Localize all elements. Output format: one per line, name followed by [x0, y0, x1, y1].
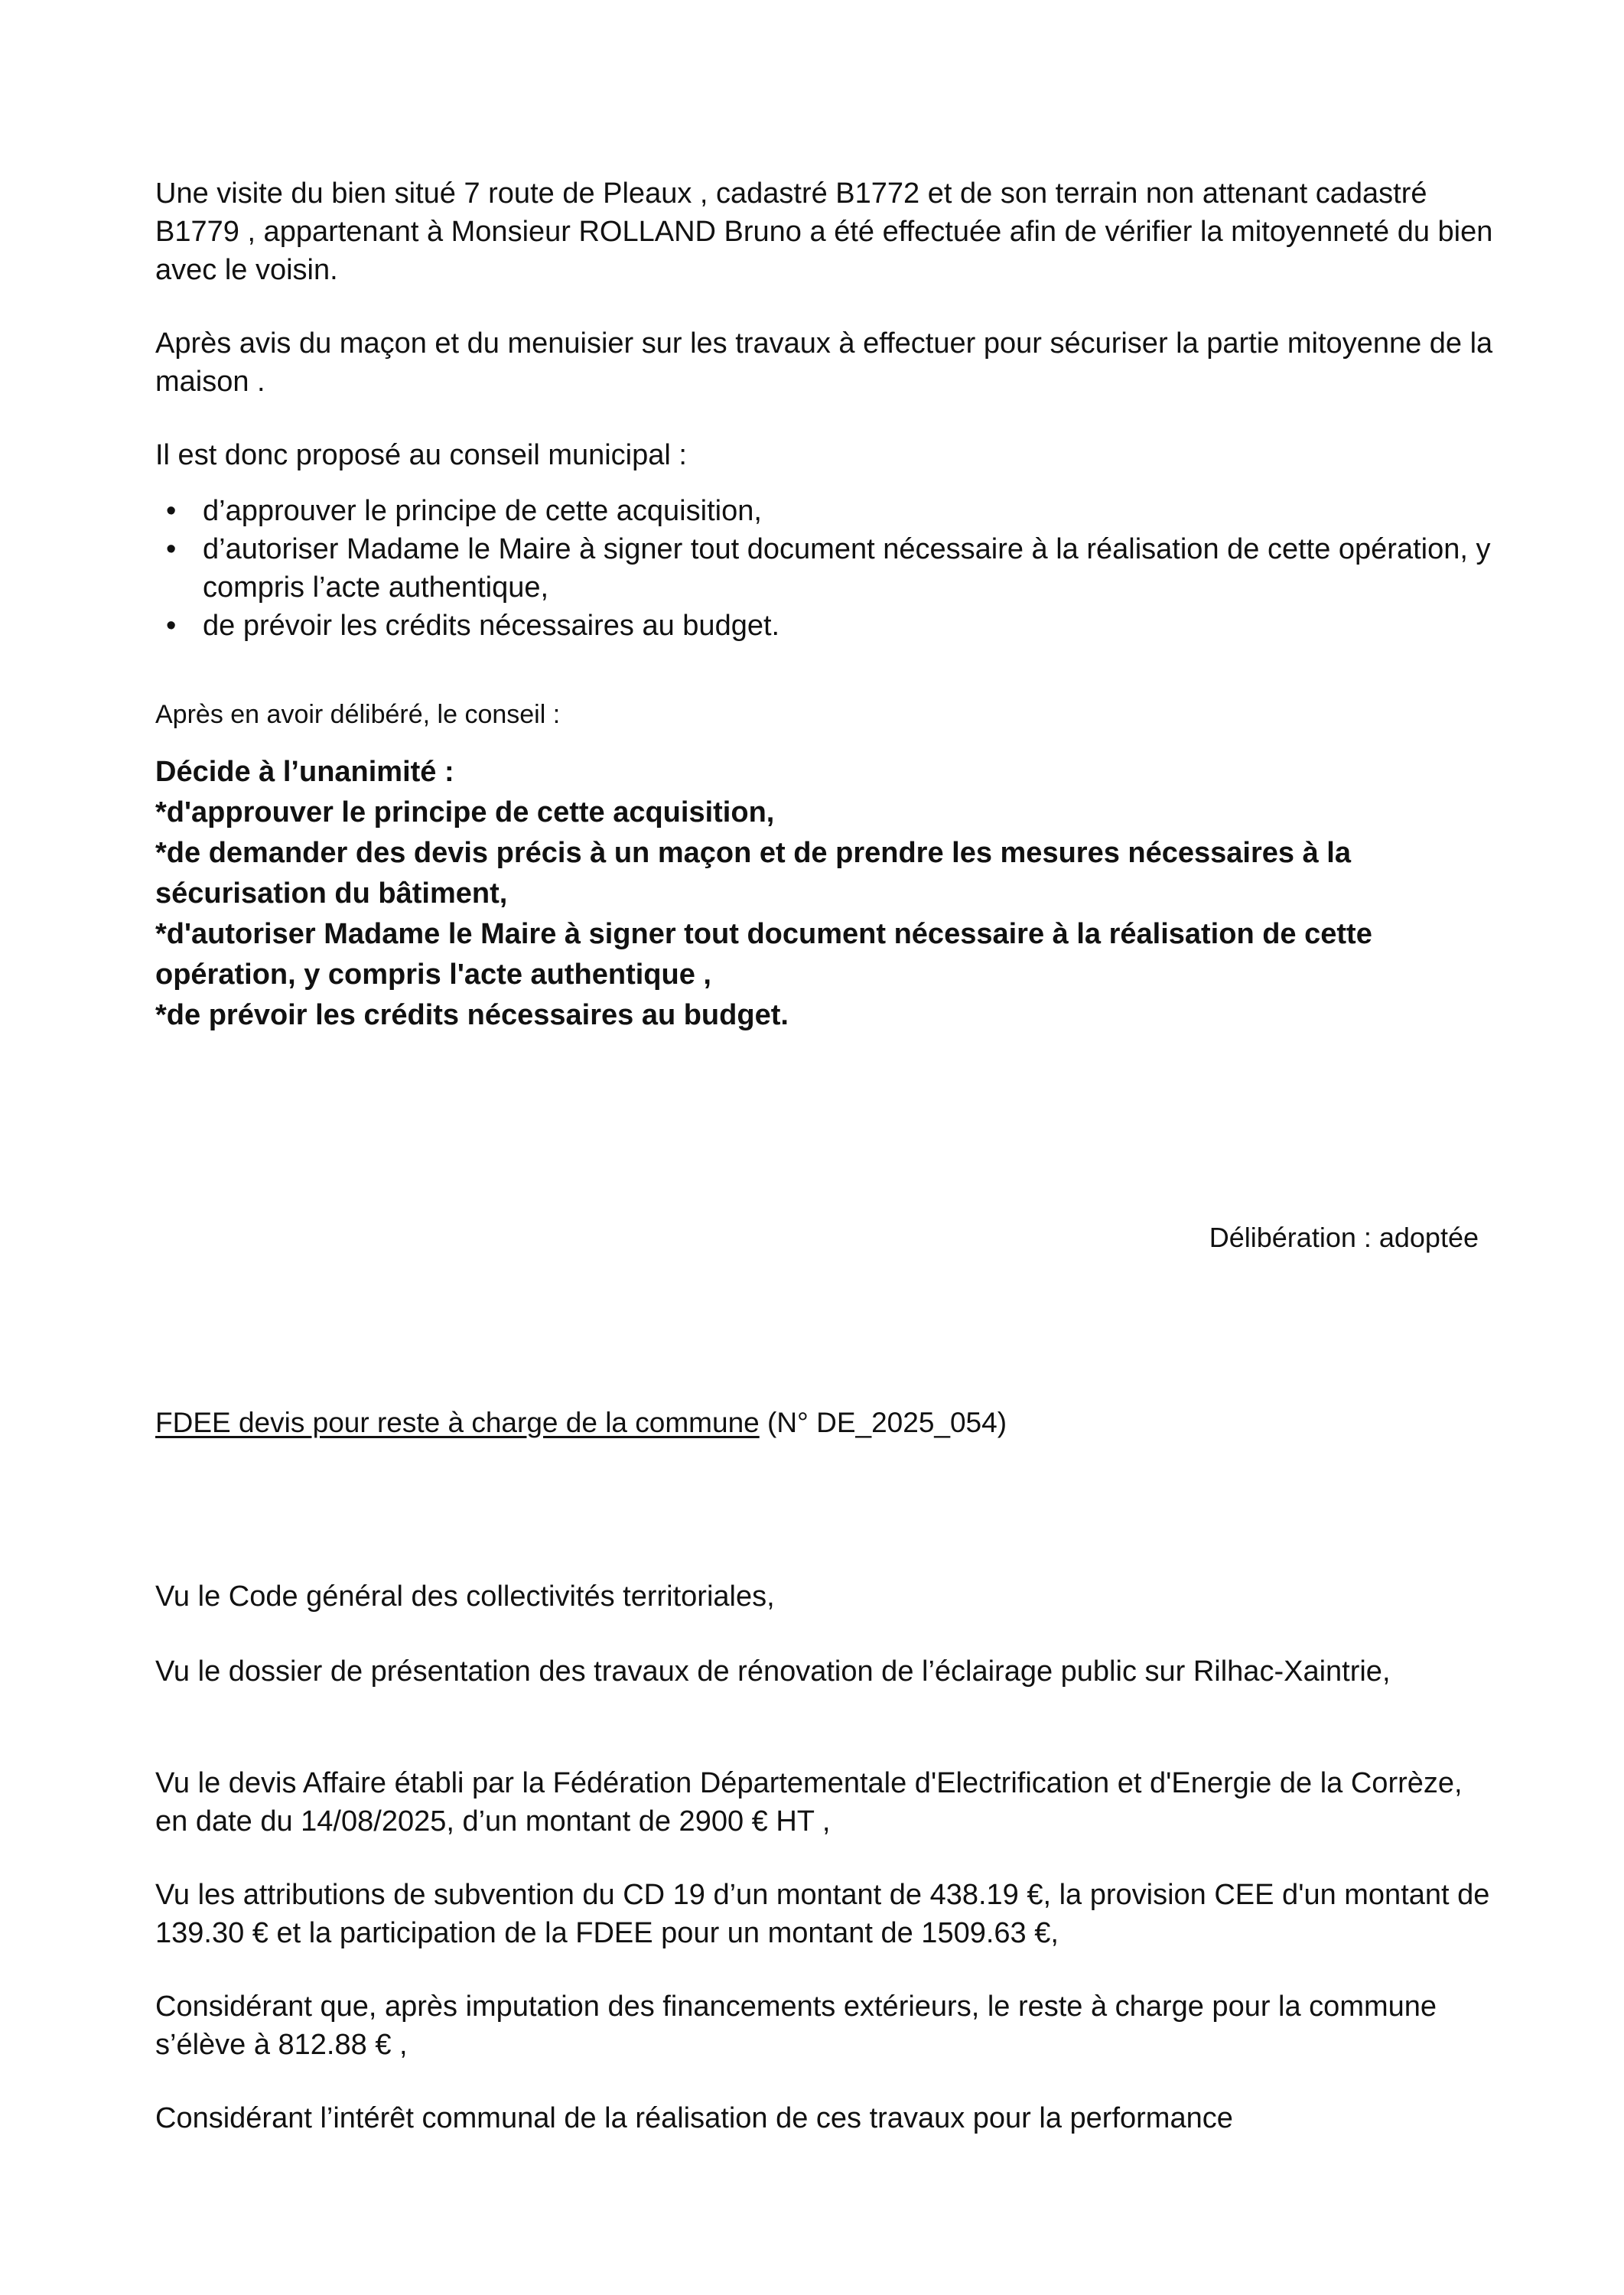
proposal-list: [155, 492, 1502, 645]
decision-item: *de demander des devis précis à un maçon et de prendre les mesures nécessaires à la sécurisation du bâtiment,: [155, 837, 1351, 910]
list-item: • d’approuver le principe de cette acquisition,: [155, 492, 1502, 530]
consideration-subventions: Vu les attributions de subvention du CD 19 d’un montant de 438.19 €, la provision CEE d'un montant de 139.30 € et la participation de la FDEE pour un montant de 1509.63 €,: [155, 1879, 1490, 1949]
decision-block: [155, 752, 1502, 1036]
deliberation-intro: Après en avoir délibéré, le conseil :: [155, 700, 561, 729]
consideration-reste-a-charge: Considérant que, après imputation des financements extérieurs, le reste à charge pour la commune s’élève à 812.88 € ,: [155, 1991, 1437, 2061]
agenda-item-heading: FDEE devis pour reste à charge de la commune: [155, 1407, 760, 1438]
list-item: • d’autoriser Madame le Maire à signer tout document nécessaire à la réalisation de cette opération, y compris l’acte authentique,: [155, 530, 1502, 607]
agenda-item-title: [155, 1405, 1007, 1441]
decision-heading: Décide à l’unanimité :: [155, 756, 454, 788]
list-item: • de prévoir les crédits nécessaires au budget.: [155, 607, 1502, 645]
decision-item: *de prévoir les crédits nécessaires au budget.: [155, 999, 789, 1031]
consideration-devis: Vu le devis Affaire établi par la Fédération Départementale d'Electrification et d'Energie de la Corrèze, en date du 14/08/2025, d’un montant de 2900 € HT ,: [155, 1767, 1463, 1838]
decision-item: *d'approuver le principe de cette acquisition,: [155, 796, 775, 828]
decision-item: *d'autoriser Madame le Maire à signer tout document nécessaire à la réalisation de cette opération, y compris l'acte authentique ,: [155, 918, 1372, 991]
paragraph-propose: Il est donc proposé au conseil municipal :: [155, 439, 687, 471]
deliberation-status: Délibération : adoptée: [1209, 1222, 1479, 1253]
consideration-interet: Considérant l’intérêt communal de la réalisation de ces travaux pour la performance: [155, 2102, 1233, 2134]
consideration-code: Vu le Code général des collectivités territoriales,: [155, 1580, 775, 1613]
paragraph-visite: Une visite du bien situé 7 route de Pleaux , cadastré B1772 et de son terrain non attenant cadastré B1779 , appartenant à Monsieur ROLLAND Bruno a été effectuée afin de vérifier la mitoyenneté du bien avec le voisin.: [155, 177, 1493, 286]
paragraph-avis: Après avis du maçon et du menuisier sur les travaux à effectuer pour sécuriser la partie mitoyenne de la maison .: [155, 327, 1493, 398]
consideration-dossier: Vu le dossier de présentation des travaux de rénovation de l’éclairage public sur Rilhac-Xaintrie,: [155, 1655, 1391, 1688]
agenda-item-reference: (N° DE_2025_054): [759, 1407, 1007, 1438]
